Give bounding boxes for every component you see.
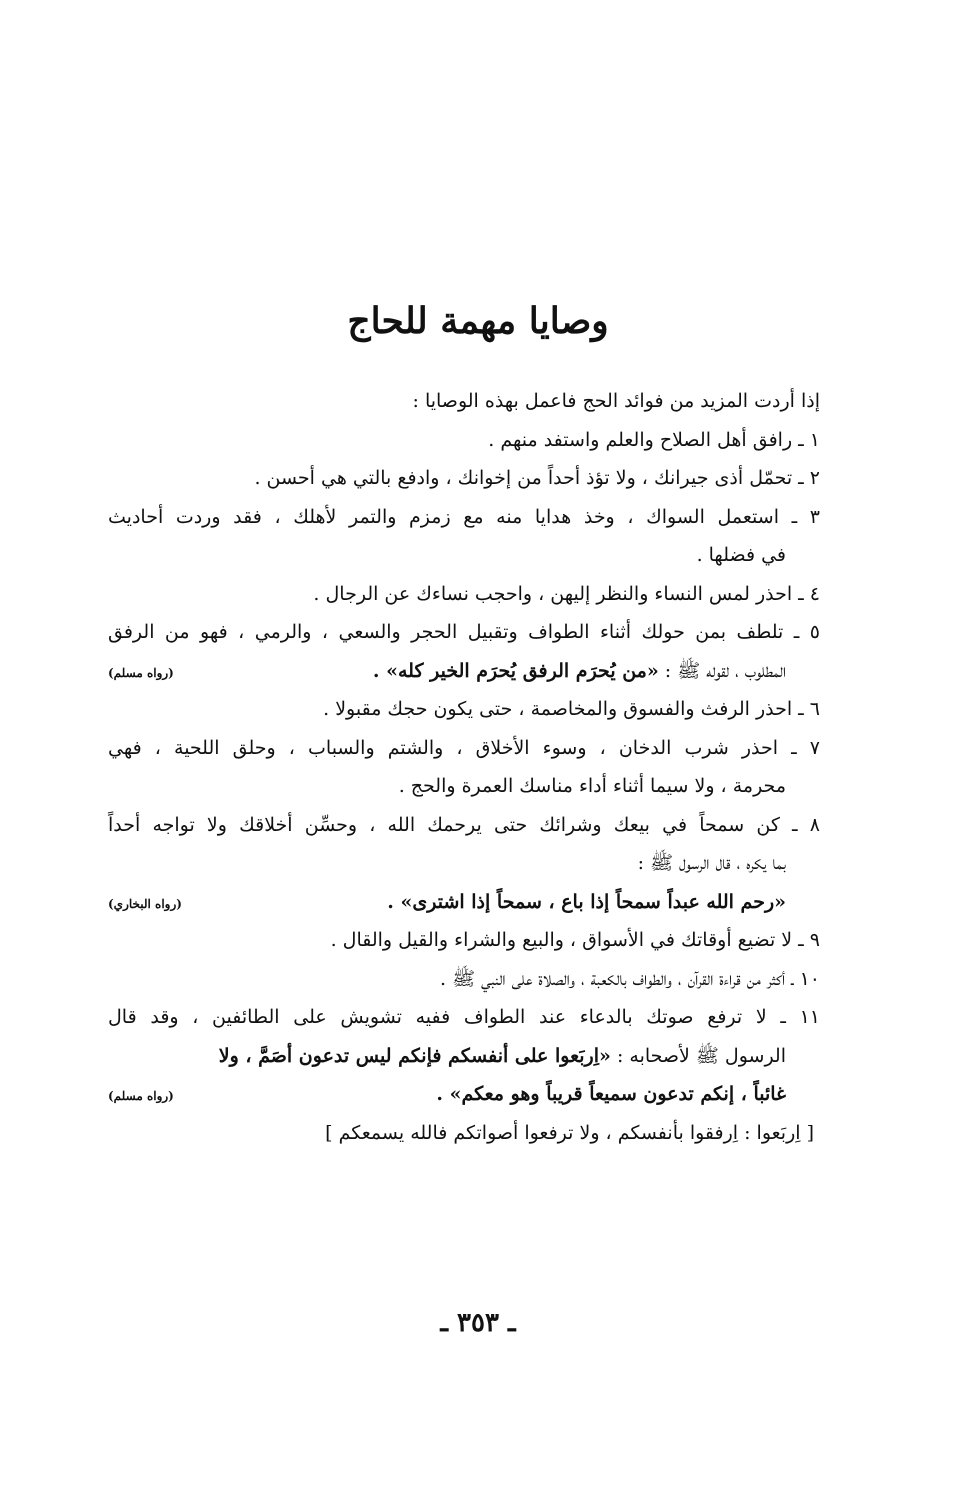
page-title: وصايا مهمة للحاج (347, 300, 609, 342)
item-7-line-1: ٧ ـ احذر شرب الدخان ، وسوء الأخلاق ، والشتم والسباب ، وحلق اللحية ، فهي (108, 736, 820, 759)
item-5-line-2-text: المطلوب ، لقوله ﷺ : (664, 659, 786, 682)
item-11-line-3 (108, 1075, 820, 1114)
item-10: ١٠ ـ أكثر من قراءة القرآن ، والطواف بالكعبة ، والصلاة على النبي ﷺ . (439, 967, 820, 990)
item-1: ١ ـ رافق أهل الصلاح والعلم واستفد منهم . (488, 428, 820, 451)
item-3-line-1: ٣ ـ استعمل السواك ، وخذ هدايا منه مع زمزم والتمر لأهلك ، فقد وردت أحاديث (108, 505, 820, 528)
item-4: ٤ ـ احذر لمس النساء والنظر إليهن ، واحجب نساءك عن الرجال . (313, 582, 820, 605)
item-7-line-2: محرمة ، ولا سيما أثناء أداء مناسك العمرة والحج . (398, 775, 786, 797)
intro-line: إذا أردت المزيد من فوائد الحج فاعمل بهذه الوصايا : (412, 390, 820, 412)
item-5-line-1: ٥ ـ تلطف بمن حولك أثناء الطواف وتقبيل الحجر والسعي ، والرمي ، فهو من الرفق (108, 621, 820, 643)
document-body (108, 382, 820, 1152)
item-8-line-3 (108, 883, 820, 922)
item-8-line-2: بما يكره ، قال الرسول ﷺ : (637, 852, 786, 874)
item-3-line-2: في فضلها . (696, 544, 786, 566)
item-9: ٩ ـ لا تضيع أوقاتك في الأسواق ، والبيع والشراء والقيل والقال . (330, 929, 820, 951)
item-8-source: (رواه البخاري) (108, 896, 182, 911)
item-5-hadith-quote: «من يُحرَم الرفق يُحرَم الخير كله» . (372, 659, 659, 682)
item-11-hadith-quote-part-2: غائباً ، إنكم تدعون سميعاً قريباً وهو معكم» . (436, 1083, 786, 1105)
item-11-note: [ اِربَعوا : اِرفقوا بأنفسكم ، ولا ترفعوا أصواتكم فالله يسمعكم ] (325, 1121, 814, 1144)
item-5-source: (رواه مسلم) (108, 665, 174, 680)
item-11-line-2 (108, 1037, 820, 1076)
item-11-source: (رواه مسلم) (108, 1089, 174, 1103)
page-number: ـ ٣٥٣ ـ (440, 1308, 516, 1338)
item-6: ٦ ـ احذر الرفث والفسوق والمخاصمة ، حتى يكون حجك مقبولا . (323, 698, 820, 720)
item-11-hadith-quote-part-1: «اِربَعوا على أنفسكم فإنكم ليس تدعون أصَمَّ ، ولا (218, 1044, 611, 1067)
item-8-line-1: ٨ ـ كن سمحاً في بيعك وشرائك حتى يرحمك الله ، وحسِّن أخلاقك ولا تواجه أحداً (108, 813, 820, 836)
item-11-line-1: ١١ ـ لا ترفع صوتك بالدعاء عند الطواف ففيه تشويش على الطائفين ، وقد قال (108, 1006, 820, 1028)
item-5-line-2 (108, 652, 820, 691)
item-2: ٢ ـ تحمّل أذى جيرانك ، ولا تؤذ أحداً من إخوانك ، وادفع بالتي هي أحسن . (254, 467, 820, 489)
item-11-line-2-text: الرسول ﷺ لأصحابه : (616, 1044, 786, 1067)
item-8-hadith-quote: «رحم الله عبداً سمحاً إذا باع ، سمحاً إذا اشترى» . (387, 890, 786, 913)
